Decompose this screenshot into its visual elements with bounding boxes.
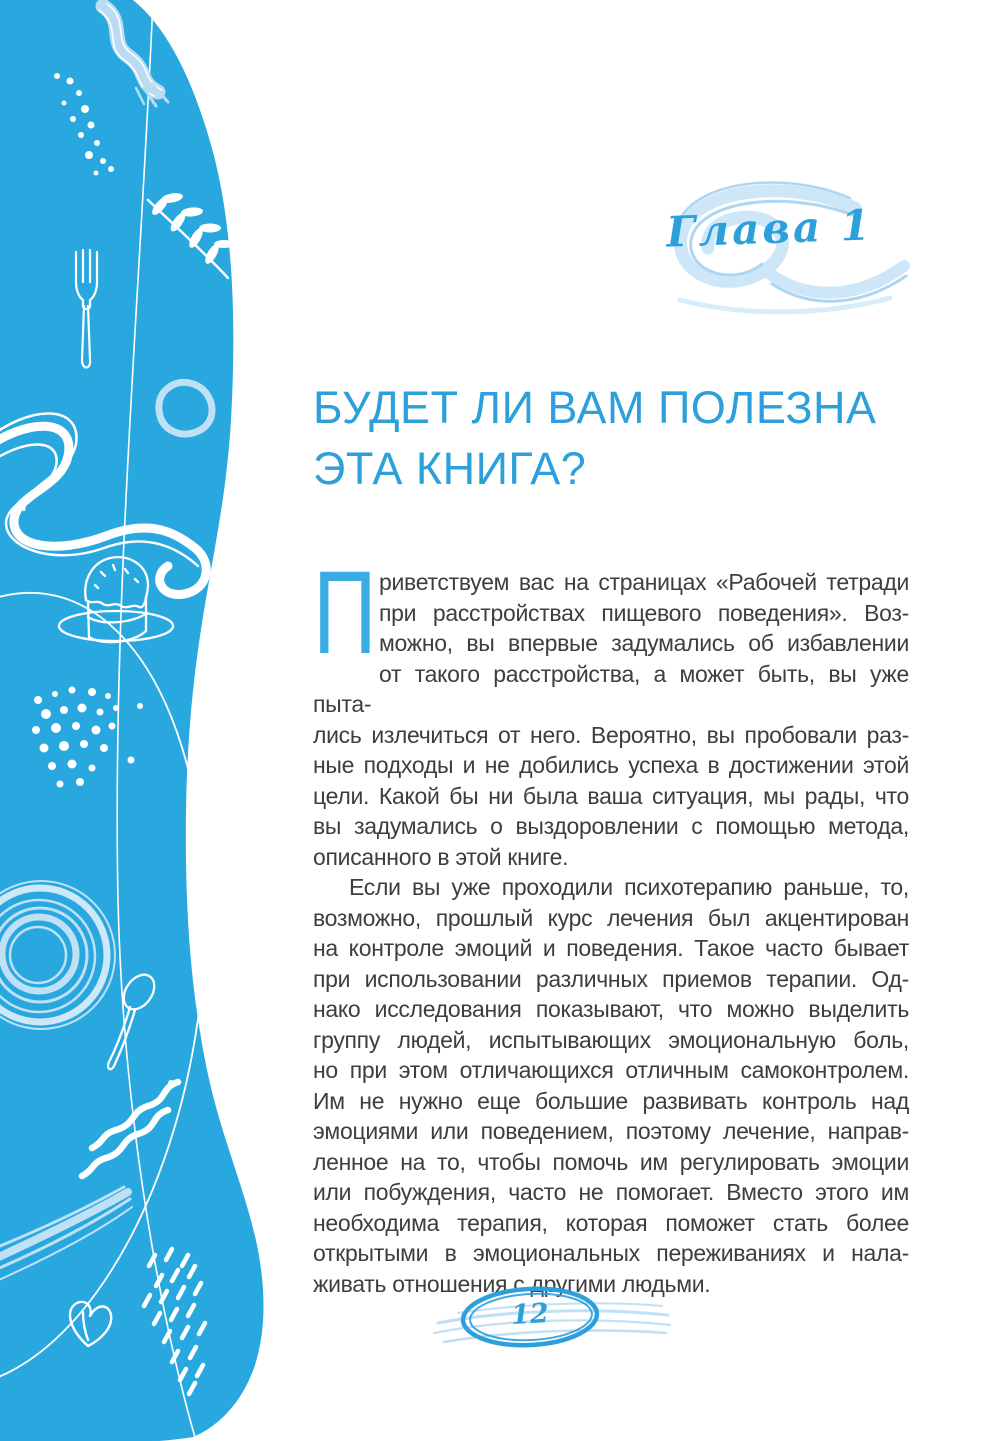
paragraph-lines: риветствуем вас на страницах «Рабочей тетради при расстройствах пищевого поведения». Воз- можно, вы впервые задумались об избавлении от такого расстройства, а может быть, вы уже пыта- лись излечиться от него. Вероятно, вы пробовали раз- ные подходы и не добились успеха в достижении этой цели. Какой бы ни была ваша ситуация, мы рады, что вы задумались о выздоровлении с помощью метода, описанного в этой книге. [313, 569, 909, 870]
blue-blob-shape [0, 0, 264, 1441]
page-number: 12 [510, 1298, 550, 1331]
page-title: БУДЕТ ЛИ ВАМ ПОЛЕЗНА ЭТА КНИГА? [313, 382, 877, 494]
body-text [313, 547, 909, 1299]
text-column [313, 377, 909, 1299]
paragraph: Если вы уже проходили психотерапию раньше, то, возможно, прошлый курс лечения был акцентирован на контроле эмоций и поведения. Такое часто бывает при использовании различных приемов терапии. Од- нако исследования показывают, что можно выделить группу людей, испытывающих эмоциональную боль, но при этом отличающихся отличным самоконтролем. Им не нужно еще большие развивать контроль над эмоциями или поведением, поэтому лечение, направ- ленное на то, чтобы помочь им регулировать эмоции или побуждения, часто не помогает. Вместо этого им необходима терапия, которая поможет стать более открытыми в эмоциональных переживаниях и нала- живать отношения с другими людьми. [313, 874, 909, 1297]
paragraph [313, 547, 909, 872]
sidebar-artwork [0, 0, 320, 1441]
chapter-label: Глава 1 [665, 200, 874, 257]
dropcap-letter: П [313, 547, 377, 679]
